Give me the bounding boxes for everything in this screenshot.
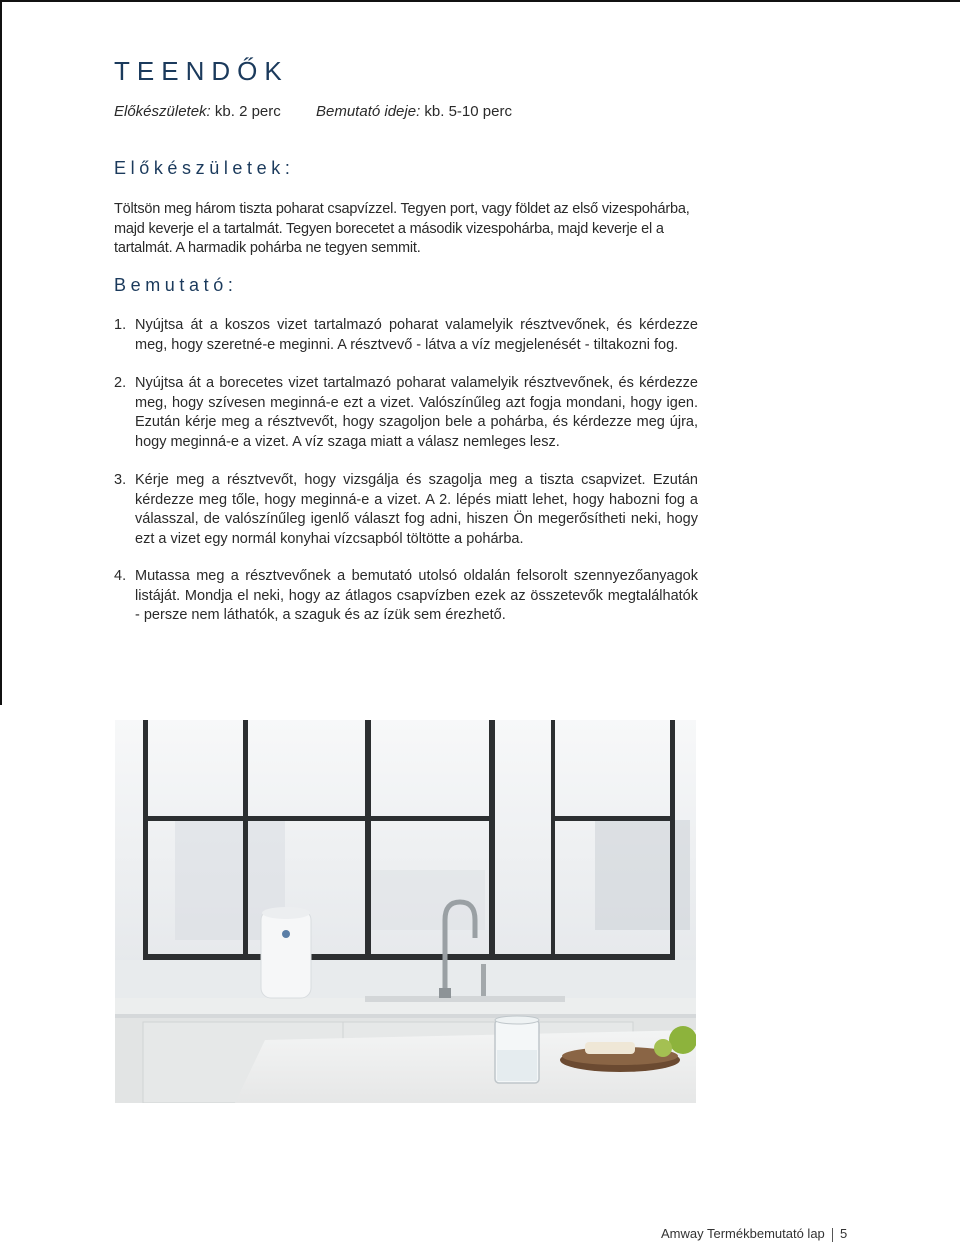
step-text: Mutassa meg a résztvevőnek a bemutató utolsó oldalán felsorolt szennyezőanyagok listáját. Mondja el neki, hogy az átlagos csapvízben ezek az összetevők megtalálhatók - persze nem láthatók, a szaguk és az ízük sem érezhető.: [135, 568, 698, 623]
demo-time: [316, 103, 512, 120]
step-number: 1.: [114, 317, 127, 333]
page-left-rule: [0, 0, 2, 705]
demo-step-2: [114, 374, 698, 452]
prep-time: [114, 103, 281, 120]
step-text: Kérje meg a résztvevőt, hogy vizsgálja és szagolja meg a tiszta csapvizet. Ezután kérdezze meg tőle, hogy meginná-e a vizet. A 2. lépés miatt lehet, hogy habozni fog a válasszal, de valószínűleg igenlő választ fog adni, hiszen Ön megerősítheti neki, hogy ezt a vizet egy normál konyhai vízcsapból töltötte a pohárba.: [135, 472, 698, 547]
kitchen-illustration: [115, 720, 696, 1103]
step-text: Nyújtsa át a borecetes vizet tartalmazó poharat valamelyik résztvevőnek, és kérdezze meg, hogy szívesen meginná-e ezt a vizet. Valószínűleg azt fogja mondani, hogy igen. Ezután kérje meg a résztvevőt, hogy szagoljon bele a pohárba, és kérdezze meg újra, hogy meginná-e a vizet. A víz szaga miatt a válasz nemleges lesz.: [135, 375, 698, 450]
step-number: 3.: [114, 472, 127, 488]
page-title: TEENDŐK: [114, 56, 289, 86]
demo-step-3: [114, 471, 698, 549]
demo-time-label: Bemutató ideje:: [316, 103, 421, 120]
step-number: 4.: [114, 568, 127, 584]
step-number: 2.: [114, 375, 127, 391]
page-top-rule: [0, 0, 960, 2]
demo-time-value: kb. 5-10 perc: [420, 103, 512, 120]
step-text: Nyújtsa át a koszos vizet tartalmazó poharat valamelyik résztvevőnek, és kérdezze meg, hogy szeretné-e meginni. A résztvevő - látva a víz megjelenését - tiltakozni fog.: [135, 317, 698, 353]
kitchen-photo: [115, 720, 696, 1103]
prep-time-value: kb. 2 perc: [210, 103, 281, 120]
prep-heading: Előkészületek:: [114, 158, 295, 178]
demo-heading: Bemutató:: [114, 275, 238, 295]
footer-divider: [832, 1228, 833, 1242]
page-number: 5: [840, 1226, 848, 1241]
demo-step-1: [114, 316, 698, 355]
prep-paragraph: Töltsön meg három tiszta poharat csapvízzel. Tegyen port, vagy földet az első vizespohárba, majd keverje el a tartalmát. Tegyen borecetet a második vizespohárba, majd keverje el a tartalmát. A harmadik pohárba ne tegyen semmit.: [114, 201, 690, 256]
prep-time-label: Előkészületek:: [114, 103, 211, 120]
footer-title: Amway Termékbemutató lap: [661, 1226, 825, 1241]
demo-step-4: [114, 567, 698, 626]
